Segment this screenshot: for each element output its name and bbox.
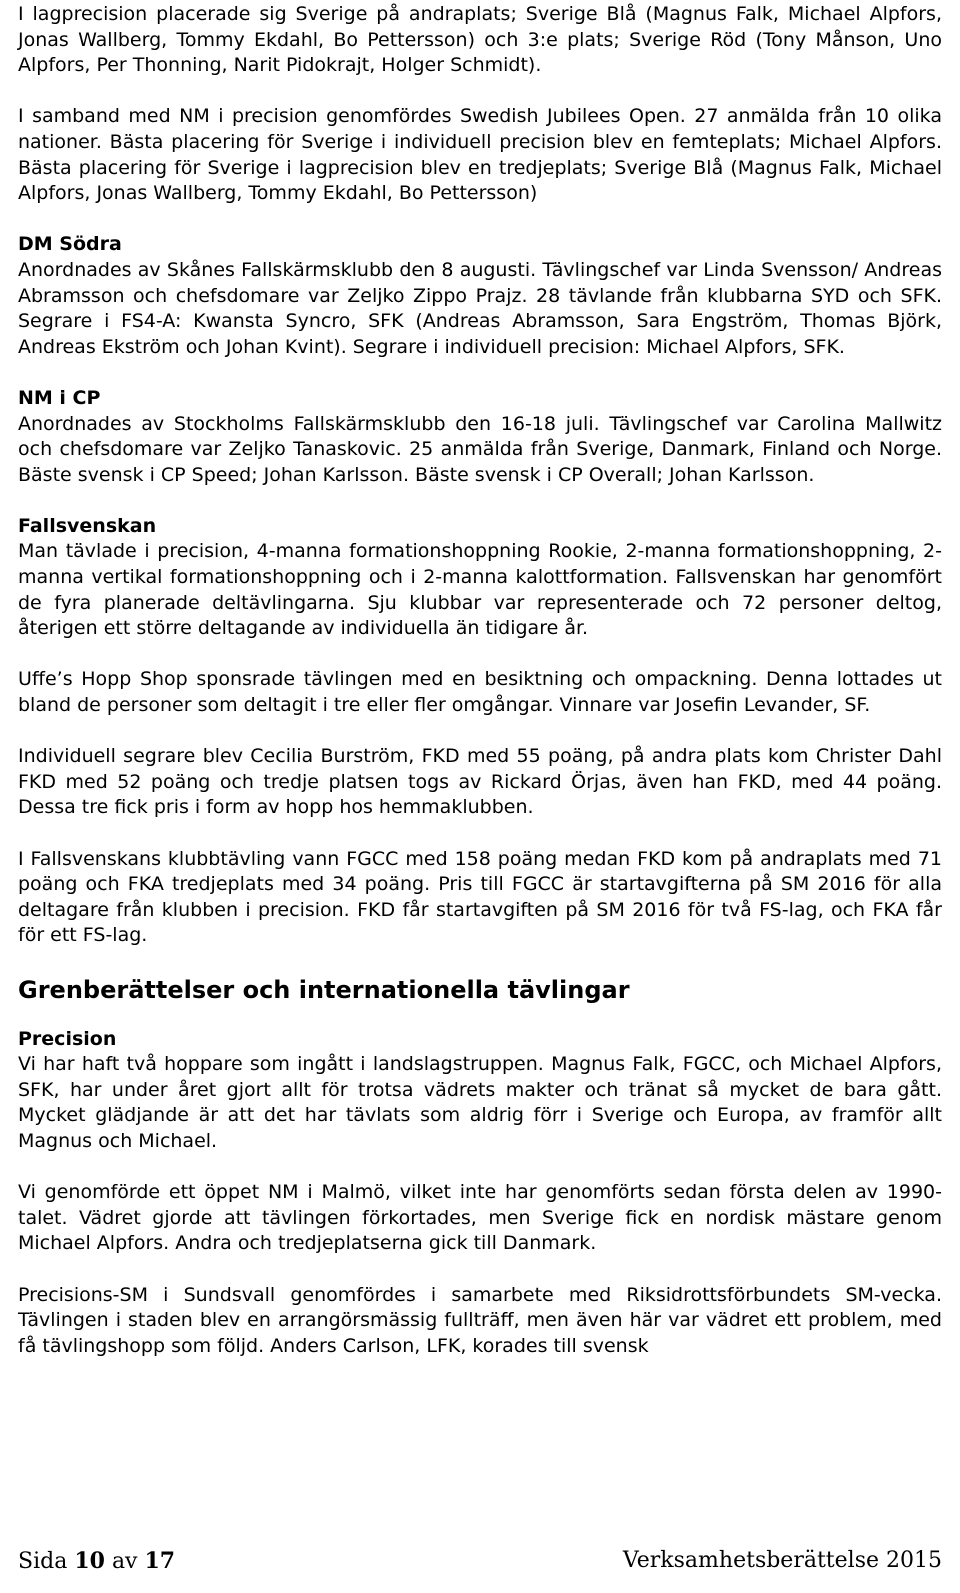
document-title: Verksamhetsberättelse 2015 <box>622 1548 942 1573</box>
heading-nm-i-cp: NM i CP <box>18 386 101 409</box>
page-total: 17 <box>144 1548 176 1574</box>
page-of: av <box>111 1549 138 1574</box>
paragraph-individual-winners: Individuell segrare blev Cecilia Burström, FKD med 55 poäng, på andra plats kom Christer Dahl FKD med 52 poäng och tredje platsen togs av Rickard Örjas, även han FKD, med 44 poäng. Dessa tre fick pris i form av hopp hos hemmaklubben. <box>18 745 942 819</box>
paragraph-lagprecision: I lagprecision placerade sig Sverige på andraplats; Sverige Blå (Magnus Falk, Michael Alpfors, Jonas Wallberg, Tommy Ekdahl, Bo Pettersson) och 3:e plats; Sverige Röd (Tony Månson, Uno Alpfors, Per Thonning, Narit Pidokrajt, Holger Schmidt). <box>18 3 942 77</box>
paragraph-precision-team: Vi har haft två hoppare som ingått i landslagstruppen. Magnus Falk, FGCC, och Michael Alpfors, SFK, har under året gjort allt för trotsa vädrets makter och tränat så mycket de bara gått. Mycket glädjande är att det har tävlats som aldrig förr i Sverige och Europa, av framför allt Magnus och Michael. <box>18 1053 942 1152</box>
paragraph-nm-i-cp: Anordnades av Stockholms Fallskärmsklubb den 16-18 juli. Tävlingschef var Carolina Mallwitz och chefsdomare var Zeljko Tanaskovic. 25 anmälda från Sverige, Danmark, Finland och Norge. Bäste svensk i CP Speed; Johan Karlsson. Bäste svensk i CP Overall; Johan Karlsson. <box>18 412 942 486</box>
section-heading-grenberattelser: Grenberättelser och internationella tävlingar <box>18 975 630 1004</box>
paragraph-precision-nm: Vi genomförde ett öppet NM i Malmö, vilket inte har genomförts sedan första delen av 1990-talet. Vädret gjorde att tävlingen förkortades, men Sverige fick en nordisk mästare genom Michael Alpfors. Andra och tredjeplatserna gick till Danmark. <box>18 1181 942 1255</box>
page-footer <box>18 1548 942 1575</box>
heading-precision: Precision <box>18 1027 117 1050</box>
page-current: 10 <box>74 1548 105 1574</box>
heading-fallsvenskan: Fallsvenskan <box>18 514 157 537</box>
document-body <box>0 2 960 1359</box>
paragraph-precision-sm: Precisions-SM i Sundsvall genomfördes i samarbete med Riksidrottsförbundets SM-vecka. Tävlingen i staden blev en arrangörsmässig fullträff, men även här var vädret ett problem, med få tävlingshopp som följd. Anders Carlson, LFK, korades till svensk <box>18 1283 942 1357</box>
page-prefix: Sida <box>18 1549 68 1574</box>
paragraph-dm-sodra: Anordnades av Skånes Fallskärmsklubb den 8 augusti. Tävlingschef var Linda Svensson/ Andreas Abramsson och chefsdomare var Zeljko Zippo Prajz. 28 tävlande från klubbarna SYD och SFK. Segrare i FS4-A: Kwansta Syncro, SFK (Andreas Abramsson, Sara Engström, Thomas Björk, Andreas Ekström och Johan Kvint). Segrare i individuell precision: Michael Alpfors, SFK. <box>18 258 942 358</box>
paragraph-club-competition: I Fallsvenskans klubbtävling vann FGCC med 158 poäng medan FKD kom på andraplats med 71 poäng och FKA tredjeplats med 34 poäng. Pris till FGCC är startavgifterna på SM 2016 för alla deltagare från klubben i precision. FKD får startavgiften på SM 2016 för två FS-lag, och FKA får för ett FS-lag. <box>18 847 942 947</box>
paragraph-sponsor: Uffe’s Hopp Shop sponsrade tävlingen med en besiktning och ompackning. Denna lottades ut bland de personer som deltagit i tre eller fler omgångar. Vinnare var Josefin Levander, SF. <box>18 668 942 717</box>
paragraph-swedish-jubilees-open: I samband med NM i precision genomfördes Swedish Jubilees Open. 27 anmälda från 10 olika nationer. Bästa placering för Sverige i individuell precision blev en femteplats; Michael Alpfors. Bästa placering för Sverige i lagprecision blev en tredjeplats; Sverige Blå (Magnus Falk, Michael Alpfors, Jonas Wallberg, Tommy Ekdahl, Bo Pettersson) <box>18 105 942 205</box>
paragraph-fallsvenskan: Man tävlade i precision, 4-manna formationshoppning Rookie, 2-manna formationshoppning, 2-manna vertikal formationshoppning och i 2-manna kalottformation. Fallsvenskan har genomfört de fyra planerade deltävlingarna. Sju klubbar var representerade och 72 personer deltog, återigen ett större deltagande av individuella än tidigare år. <box>18 540 942 640</box>
heading-dm-sodra: DM Södra <box>18 233 122 256</box>
page-number <box>18 1548 175 1575</box>
